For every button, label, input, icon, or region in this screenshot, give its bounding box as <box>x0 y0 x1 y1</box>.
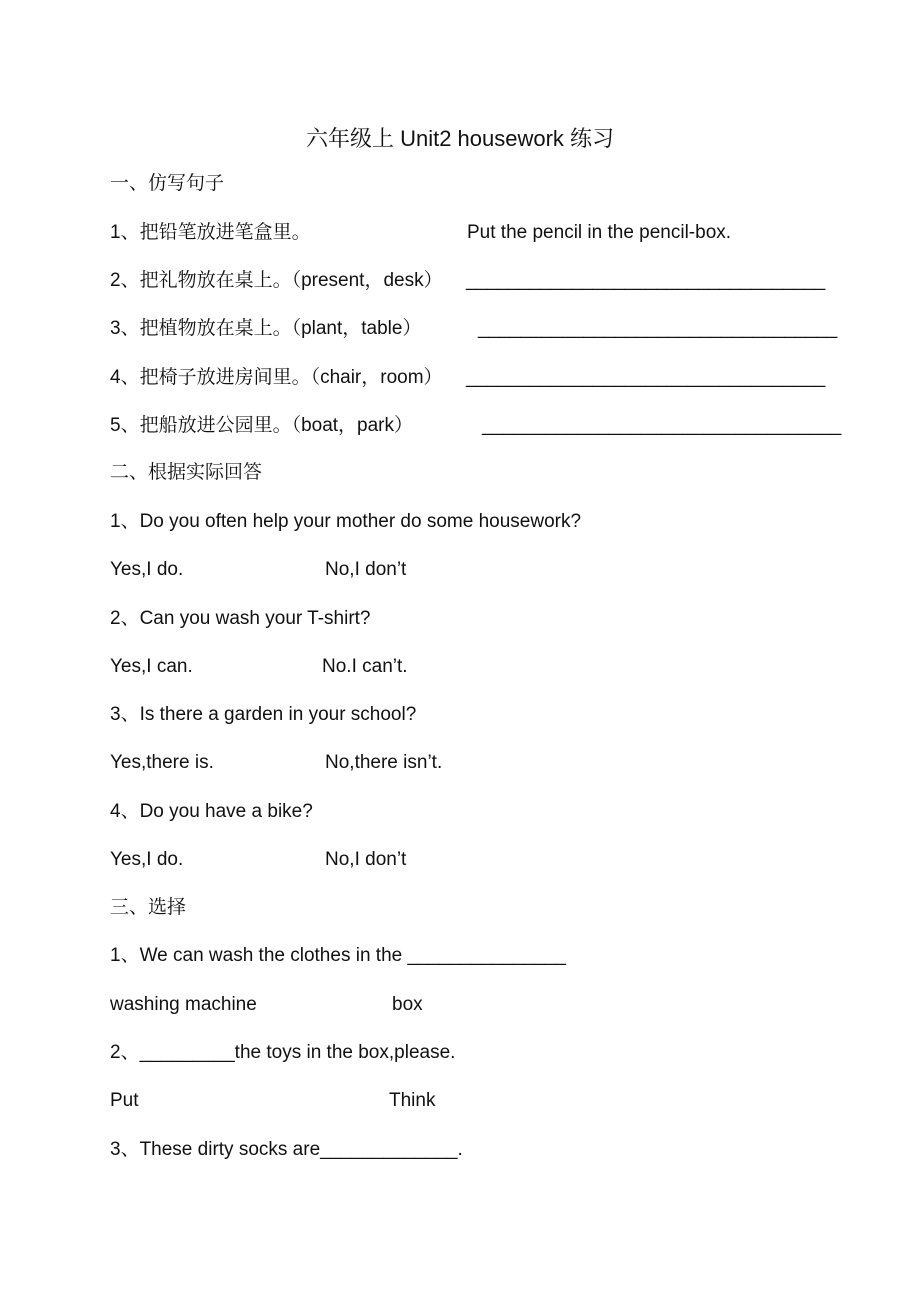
section3-question-3: 3、These dirty socks are_____________. <box>110 1139 463 1160</box>
answer-blank-4: __________________________________ <box>466 367 826 388</box>
section1-example-question: 1、把铅笔放进笔盒里。 <box>110 222 311 243</box>
section2-answer-2-no: No.I can’t. <box>322 656 408 677</box>
section2-answer-3-yes: Yes,there is. <box>110 752 214 773</box>
section1-item-4: 4、把椅子放进房间里。（chair，room） <box>110 367 443 388</box>
section3-heading: 三、选择 <box>110 897 187 918</box>
section2-question-4: 4、Do you have a bike? <box>110 801 313 822</box>
section3-option-2b: Think <box>389 1090 436 1111</box>
section3-option-1a: washing machine <box>110 994 257 1015</box>
section3-option-2a: Put <box>110 1090 139 1111</box>
page-title: 六年级上 Unit2 housework 练习 <box>305 126 615 151</box>
section2-answer-2-yes: Yes,I can. <box>110 656 193 677</box>
section2-question-1: 1、Do you often help your mother do some housework? <box>110 511 582 532</box>
section3-option-1b: box <box>392 994 423 1015</box>
section2-answer-3-no: No,there isn’t. <box>325 752 443 773</box>
section2-heading: 二、根据实际回答 <box>110 462 263 483</box>
answer-blank-5: __________________________________ <box>482 415 842 436</box>
section1-heading: 一、仿写句子 <box>110 173 225 194</box>
section1-item-5: 5、把船放进公园里。（boat，park） <box>110 415 414 436</box>
section2-answer-1-yes: Yes,I do. <box>110 559 184 580</box>
section2-answer-1-no: No,I don’t <box>325 559 407 580</box>
answer-blank-2: __________________________________ <box>466 270 826 291</box>
section2-question-3: 3、Is there a garden in your school? <box>110 704 417 725</box>
section2-answer-4-yes: Yes,I do. <box>110 849 184 870</box>
section3-question-1: 1、We can wash the clothes in the _______________ <box>110 945 566 966</box>
section2-answer-4-no: No,I don’t <box>325 849 407 870</box>
section3-question-2: 2、_________the toys in the box,please. <box>110 1042 456 1063</box>
section1-item-2: 2、把礼物放在桌上。（present，desk） <box>110 270 443 291</box>
section2-question-2: 2、Can you wash your T-shirt? <box>110 608 371 629</box>
section1-example-answer: Put the pencil in the pencil-box. <box>467 222 732 243</box>
answer-blank-3: __________________________________ <box>478 318 838 339</box>
section1-item-3: 3、把植物放在桌上。（plant，table） <box>110 318 422 339</box>
